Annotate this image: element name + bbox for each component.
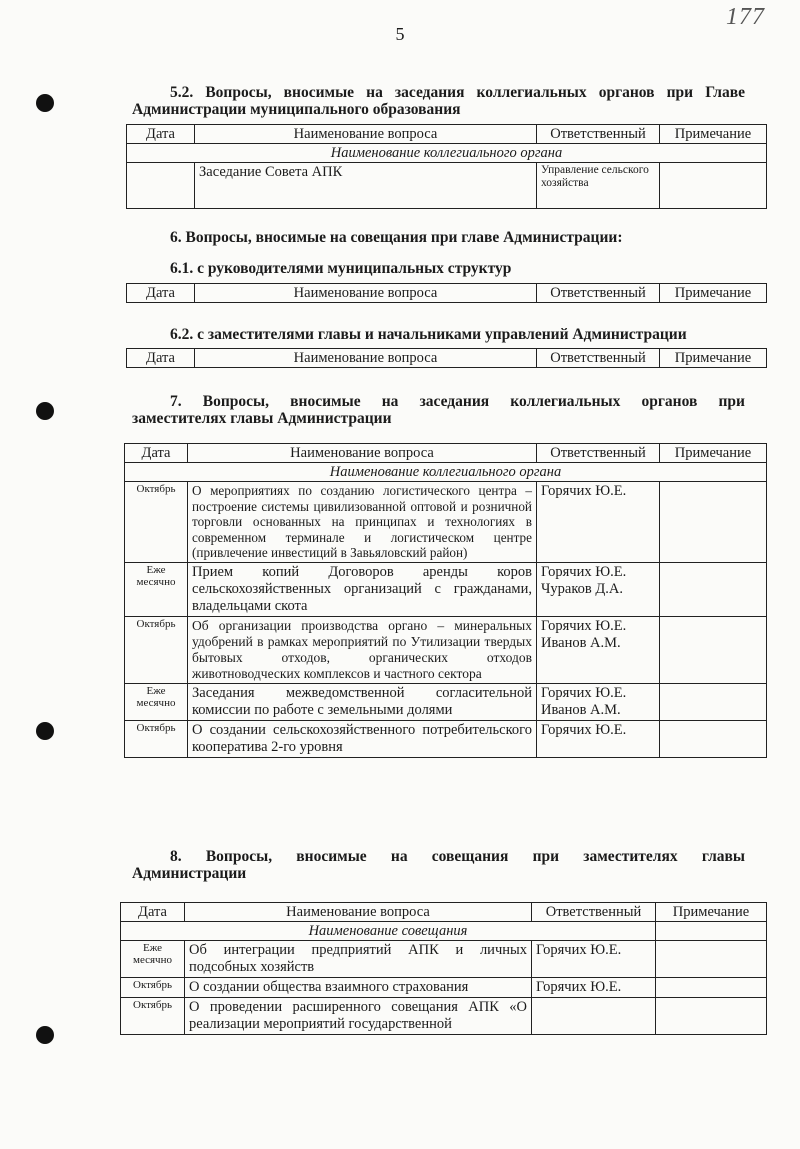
row-note bbox=[660, 720, 767, 757]
punch-hole bbox=[36, 1026, 54, 1044]
header-name: Наименование вопроса bbox=[195, 125, 537, 144]
table-subheader: Наименование совещания bbox=[121, 922, 656, 941]
section-6-2-title: 6.2. с заместителями главы и начальниками управлений Администрации bbox=[170, 326, 687, 343]
table-7 bbox=[124, 443, 767, 758]
section-8-title-line1: 8. Вопросы, вносимые на совещания при заместителях главы bbox=[170, 848, 745, 865]
header-date: Дата bbox=[127, 125, 195, 144]
row-responsible: Горячих Ю.Е. Иванов А.М. bbox=[537, 683, 660, 720]
row-name: О проведении расширенного совещания АПК «О реализации мероприятий государственной bbox=[185, 998, 532, 1035]
row-responsible: Горячих Ю.Е. bbox=[532, 978, 656, 998]
row-note bbox=[660, 683, 767, 720]
row-note bbox=[656, 998, 767, 1035]
section-6-1-title: 6.1. с руководителями муниципальных структур bbox=[170, 260, 512, 277]
row-date: Еже месячно bbox=[125, 562, 188, 616]
row-date: Октябрь bbox=[121, 978, 185, 998]
header-note: Примечание bbox=[660, 444, 767, 463]
row-responsible: Управление сельского хозяйства bbox=[537, 163, 660, 209]
row-responsible: Горячих Ю.Е. bbox=[537, 482, 660, 563]
table-row bbox=[121, 941, 767, 978]
header-date: Дата bbox=[125, 444, 188, 463]
row-date bbox=[127, 163, 195, 209]
row-note bbox=[660, 616, 767, 683]
row-responsible: Горячих Ю.Е. bbox=[537, 720, 660, 757]
row-date: Октябрь bbox=[125, 720, 188, 757]
table-row bbox=[125, 720, 767, 757]
header-date: Дата bbox=[127, 349, 195, 368]
header-name: Наименование вопроса bbox=[195, 349, 537, 368]
section-8-title-line2: Администрации bbox=[132, 865, 247, 882]
table-subheader: Наименование коллегиального органа bbox=[125, 463, 767, 482]
row-name: О создании общества взаимного страхования bbox=[185, 978, 532, 998]
table-8 bbox=[120, 902, 767, 1035]
page-number: 5 bbox=[395, 24, 405, 44]
row-name: Об интеграции предприятий АПК и личных подсобных хозяйств bbox=[185, 941, 532, 978]
handwritten-page-number: 177 bbox=[726, 4, 765, 30]
table-row bbox=[125, 562, 767, 616]
table-subheader: Наименование коллегиального органа bbox=[127, 144, 767, 163]
header-note: Примечание bbox=[660, 284, 767, 303]
table-row bbox=[121, 978, 767, 998]
row-responsible: Горячих Ю.Е. Чураков Д.А. bbox=[537, 562, 660, 616]
header-date: Дата bbox=[121, 903, 185, 922]
header-responsible: Ответственный bbox=[537, 444, 660, 463]
row-date: Октябрь bbox=[121, 998, 185, 1035]
row-note bbox=[656, 941, 767, 978]
table-6-1 bbox=[126, 283, 767, 303]
row-note bbox=[660, 482, 767, 563]
section-7-title-line1: 7. Вопросы, вносимые на заседания коллегиальных органов при bbox=[170, 393, 745, 410]
row-name: О мероприятиях по созданию логистического центра – построение системы цивилизованной оптовой и розничной торговли основанных на принципах и технологиях в современном терминале и логистическом центре (привлечение инвестиций в Завьяловский район) bbox=[188, 482, 537, 563]
section-6-title: 6. Вопросы, вносимые на совещания при главе Администрации: bbox=[170, 229, 623, 246]
table-6-2 bbox=[126, 348, 767, 368]
row-name: Прием копий Договоров аренды коров сельскохозяйственных организаций с гражданами, владельцами скота bbox=[188, 562, 537, 616]
subheader-empty-cell bbox=[656, 922, 767, 941]
table-row bbox=[127, 163, 767, 209]
punch-hole bbox=[36, 722, 54, 740]
header-responsible: Ответственный bbox=[537, 349, 660, 368]
row-name: Об организации производства органо – минеральных удобрений в рамках мероприятий по Утилизации твердых бытовых отходов, органических отходов животноводческих комплексов и частного сектора bbox=[188, 616, 537, 683]
row-note bbox=[656, 978, 767, 998]
section-5-2-title-line1: 5.2. Вопросы, вносимые на заседания коллегиальных органов при Главе bbox=[170, 84, 745, 101]
header-name: Наименование вопроса bbox=[185, 903, 532, 922]
row-responsible: Горячих Ю.Е. bbox=[532, 941, 656, 978]
header-note: Примечание bbox=[656, 903, 767, 922]
table-row bbox=[125, 683, 767, 720]
header-name: Наименование вопроса bbox=[188, 444, 537, 463]
header-note: Примечание bbox=[660, 349, 767, 368]
row-name: О создании сельскохозяйственного потребительского кооператива 2-го уровня bbox=[188, 720, 537, 757]
header-name: Наименование вопроса bbox=[195, 284, 537, 303]
header-responsible: Ответственный bbox=[537, 284, 660, 303]
row-date: Октябрь bbox=[125, 482, 188, 563]
row-date: Еже месячно bbox=[125, 683, 188, 720]
section-5-2-title-line2: Администрации муниципального образования bbox=[132, 101, 461, 118]
header-responsible: Ответственный bbox=[537, 125, 660, 144]
punch-hole bbox=[36, 94, 54, 112]
row-name: Заседания межведомственной согласительной комиссии по работе с земельными долями bbox=[188, 683, 537, 720]
row-date: Еже месячно bbox=[121, 941, 185, 978]
table-5-2 bbox=[126, 124, 767, 209]
header-responsible: Ответственный bbox=[532, 903, 656, 922]
punch-hole bbox=[36, 402, 54, 420]
header-date: Дата bbox=[127, 284, 195, 303]
table-row bbox=[125, 482, 767, 563]
row-name: Заседание Совета АПК bbox=[195, 163, 537, 209]
table-row bbox=[121, 998, 767, 1035]
row-responsible bbox=[532, 998, 656, 1035]
section-7-title-line2: заместителях главы Администрации bbox=[132, 410, 392, 427]
table-row bbox=[125, 616, 767, 683]
row-date: Октябрь bbox=[125, 616, 188, 683]
row-responsible: Горячих Ю.Е. Иванов А.М. bbox=[537, 616, 660, 683]
header-note: Примечание bbox=[660, 125, 767, 144]
row-note bbox=[660, 562, 767, 616]
row-note bbox=[660, 163, 767, 209]
